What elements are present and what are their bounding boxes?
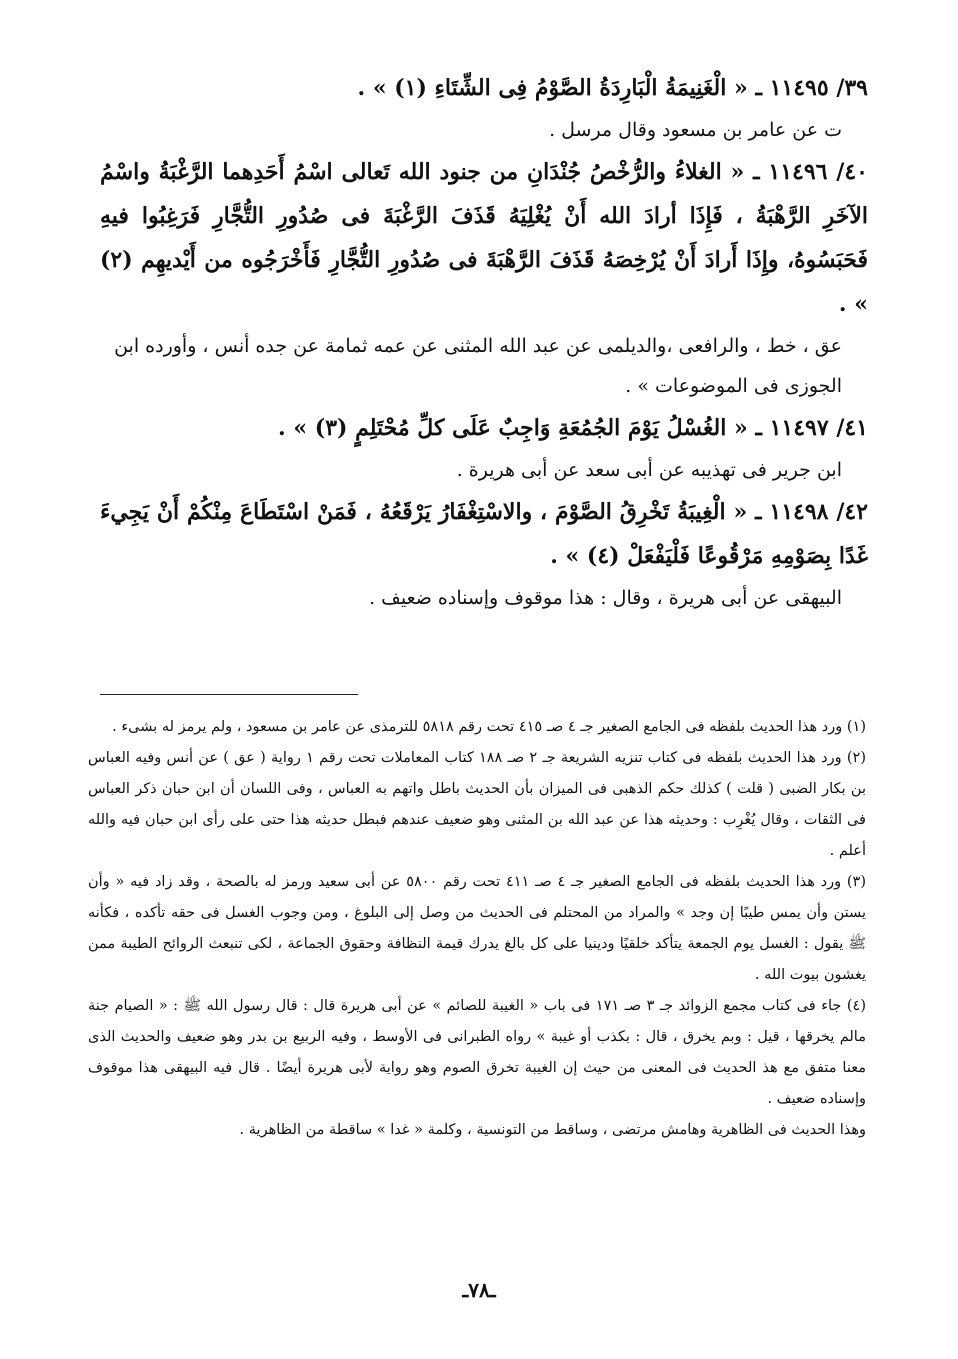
hadith-39: ٣٩/ ١١٤٩٥ ـ « الْغَنِيمَةُ الْبَارِدَةُ الصَّوْمُ فِى الشِّتَاءِ (١) » . <box>357 75 868 101</box>
main-text <box>100 66 868 618</box>
hadith-39-source: ت عن عامر بن مسعود وقال مرسل . <box>549 119 842 141</box>
footnote-1: (١) ورد هذا الحديث بلفظه فى الجامع الصغير جـ ٤ صـ ٤١٥ تحت رقم ٥٨١٨ للترمذى عن عامر بن مسعود ، ولم يرمز له بشىء . <box>112 719 866 735</box>
hadith-40-source: عق ، خط ، والرافعى ،والديلمى عن عبد الله المثنى عن عمه ثمامة عن جده أنس ، وأورده ابن الجوزى فى الموضوعات » . <box>114 335 842 397</box>
hadith-41: ٤١/ ١١٤٩٧ ـ « الغُسْلُ يَوْمَ الجُمُعَةِ وَاجِبٌ عَلَى كلِّ مُحْتَلِمٍ (٣) » . <box>278 415 868 441</box>
hadith-41-source: ابن جرير فى تهذيبه عن أبى سعد عن أبى هريرة . <box>456 459 842 481</box>
footnote-2: (٢) ورد هذا الحديث بلفظه فى كتاب تنزيه الشريعة جـ ٢ صـ ١٨٨ كتاب المعاملات تحت رقم ١ رواية ( عق ) عن أنس وفيه العباس بن بكار الضبى ( قلت ) كذلك حكم الذهبى فى الميزان بأن الحديث باطل واتهم به العباس ، وفى اللسان أن ابن حبان ذكر العباس فى الثقات ، وقال يُغْرِب : وحديثه هذا عن عبد الله بن المثنى وهو ضعيف عندهم فبطل حديثه هذا حتى على رأى ابن حبان فيه والله أعلم . <box>88 750 867 859</box>
footnotes <box>88 712 866 1146</box>
hadith-42: ٤٢/ ١١٤٩٨ ـ « الْغِيبَةُ تَخْرِقُ الصَّوْمَ ، والاسْتِغْفَارُ يَرْقَعُهُ ، فَمَنْ اسْتَطَاعَ مِنْكُمْ أَنْ يَجِيءَ غَدًا بِصَوْمِهِ مَرْقُوعًا فَلْيَفْعَلْ (٤) » . <box>100 499 868 569</box>
footnote-4: (٤) جاء فى كتاب مجمع الزوائد جـ ٣ صـ ١٧١ فى باب « الغيبة للصائم » عن أبى هريرة قال : قال رسول الله ﷺ : « الصيام جنة مالم يخرقها ، قيل : وبم يخرق ، قال : بكذب أو غيبة » رواه الطبرانى فى الأوسط ، وفيه الربيع بن بدر وهو ضعيف والحديث الذى معنا متفق مع هذ الحديث فى المعنى من حيث إن الغيبة تخرق الصوم وهو رواية لأبى هريرة أيضًا . قال فيه البيهقى هذا موقوف وإسناده ضعيف . <box>88 998 866 1107</box>
hadith-42-source: البيهقى عن أبى هريرة ، وقال : هذا موقوف وإسناده ضعيف . <box>369 587 842 609</box>
page-number: ـ٧٨ـ <box>462 1278 496 1302</box>
footnote-note: وهذا الحديث فى الظاهرية وهامش مرتضى ، وساقط من التونسية ، وكلمة « غدا » ساقطة من الظاهرية . <box>239 1122 866 1138</box>
hadith-40: ٤٠/ ١١٤٩٦ ـ « الغلاءُ والرُّخْصُ جُنْدَانِ من جنود الله تَعالى اسْمُ أَحَدِهما الرَّغْبَةُ واسْمُ الآخَرِ الرَّهْبَةُ ، فَإِذَا أرادَ الله أَنْ يُغْلِيَهُ قَذَفَ الرَّغْبَةَ فى صُدُورِ التُّجَّارِ فَرَغِبُوا فيهِ فَحَبَسُوهُ، وإِذَا أَرادَ أَنْ يُرْخِصَهُ قَذَفَ الرَّهْبَةَ فى صُدُورِ التُّجَّارِ فَأَخْرَجُوه من أَيْديهِم (٢) » . <box>100 159 868 317</box>
footnote-3: (٣) ورد هذا الحديث بلفظه فى الجامع الصغير جـ ٤ صـ ٤١١ تحت رقم ٥٨٠٠ عن أبى سعيد ورمز له بالصحة ، وقد زاد فيه « وأن يستن وأن يمس طيبًا إن وجد » والمراد من المحتلم فى الحديث من وصل إلى البلوغ ، ومن وجوب الغسل فى حقه تأكده ، فكأنه ﷺ يقول : الغسل يوم الجمعة يتأكد خلقيًا ودينيا على كل بالغ يدرك قيمة النظافة وحقوق الجماعة ، لكى تنبعث الروائح الطيبة ممن يغشون بيوت الله . <box>88 874 867 983</box>
footnote-divider <box>100 694 358 695</box>
